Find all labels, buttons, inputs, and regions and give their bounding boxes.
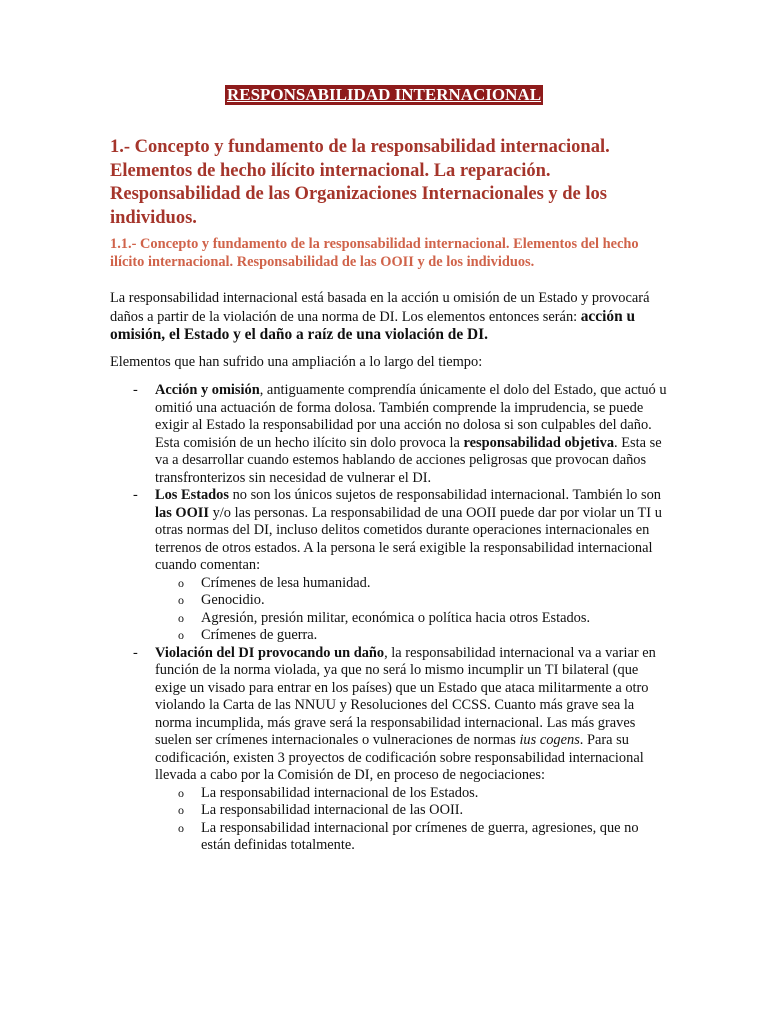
sublist-item xyxy=(155,575,670,593)
item-italic: ius cogens xyxy=(519,732,580,748)
item-bold: Los Estados xyxy=(155,487,229,503)
section-heading: 1.- Concepto y fundamento de la responsabilidad internacional. Elementos de hecho ilícito internacional. La reparación. Responsabilidad de las Organizaciones Internacionales y de los individuos. xyxy=(110,137,610,228)
elements-intro: Elementos que han sufrido una ampliación a lo largo del tiempo: xyxy=(110,354,483,370)
circle-bullet: o xyxy=(178,803,184,817)
document-title-text: RESPONSABILIDAD INTERNACIONAL xyxy=(226,85,542,104)
sublist-item xyxy=(155,627,670,645)
sublist-item xyxy=(155,820,670,855)
sublist-text: La responsabilidad internacional de los Estados. xyxy=(201,784,479,801)
dash-bullet: - xyxy=(133,382,138,398)
item-text: y/o las personas. La responsabilidad de una OOII puede dar por violar un TI u otras normas del DI, incluso delitos cometidos durante operaciones internacionales en terrenos de otros estados. A la persona le será exigible la responsabilidad internacional cuando comentan: xyxy=(155,504,662,573)
sublist-text: Crímenes de lesa humanidad. xyxy=(201,574,371,591)
circle-bullet: o xyxy=(178,820,184,835)
sublist xyxy=(155,785,670,855)
intro-paragraph xyxy=(110,290,670,345)
document-title xyxy=(0,85,768,105)
item-text: , la responsabilidad internacional va a variar en función de la norma violada, ya que no será lo mismo incumplir un TI bilateral (que exige un visado para entrar en los países) que un Estado que ataca militarmente a otro violando la Carta de las NNUU y Resoluciones del CCSS. Cuanto más grave sea la norma incumplida, más grave será la responsabilidad internacional. Las más graves suelen ser crímenes internacionales o vulneraciones de normas xyxy=(155,644,656,748)
item-text: no son los únicos sujetos de responsabilidad internacional. También lo son xyxy=(228,487,661,503)
circle-bullet: o xyxy=(178,785,184,800)
circle-bullet: o xyxy=(178,593,184,607)
intro-text: La responsabilidad internacional está basada en la acción u omisión de un Estado y provocará daños a partir de la violación de una norma de DI. Los elementos entonces serán: xyxy=(110,290,650,325)
circle-bullet: o xyxy=(178,628,184,642)
dash-bullet: - xyxy=(133,487,138,503)
subsection-heading: 1.1.- Concepto y fundamento de la responsabilidad internacional. Elementos del hecho ilícito internacional. Responsabilidad de las OOII y de los individuos. xyxy=(110,236,639,270)
item-bold: Acción y omisión xyxy=(155,382,260,398)
item-text: , antiguamente comprendía únicamente el dolo del Estado, que actuó u omitió una actuación de forma dolosa. También comprende la imprudencia, se puede exigir al Estado la responsabilidad por una acción no dolosa si son culpables del daño. Esta comisión de un hecho ilícito sin dolo provoca la xyxy=(155,382,667,451)
item-bold: responsabilidad objetiva xyxy=(463,434,615,451)
circle-bullet: o xyxy=(178,610,184,625)
circle-bullet: o xyxy=(178,575,184,590)
intro-bold: acción u omisión, el Estado y el daño a raíz de una violación de DI. xyxy=(110,307,636,343)
sublist-item xyxy=(155,592,670,610)
sublist-text: Crímenes de guerra. xyxy=(201,627,318,643)
list-item xyxy=(110,487,670,645)
sublist-item xyxy=(155,610,670,628)
sublist-item xyxy=(155,785,670,803)
dash-bullet: - xyxy=(133,644,138,661)
list-item xyxy=(110,382,670,487)
list-item xyxy=(110,645,670,855)
sublist-text: La responsabilidad internacional por crímenes de guerra, agresiones, que no están definidas totalmente. xyxy=(201,819,639,853)
item-bold: Violación del DI provocando un daño xyxy=(155,644,385,661)
sublist-text: Genocidio. xyxy=(201,592,265,608)
item-text: . Esta se va a desarrollar cuando estemos hablando de acciones peligrosas que provocan daños transfronterizos sin necesidad de vulnerar el DI. xyxy=(155,434,662,486)
sublist-text: Agresión, presión militar, económica o política hacia otros Estados. xyxy=(201,609,591,626)
item-text: . Para su codificación, existen 3 proyectos de codificación sobre responsabilidad internacional llevada a cabo por la Comisión de DI, en proceso de negociaciones: xyxy=(155,732,644,783)
sublist xyxy=(155,575,670,645)
elements-list xyxy=(110,382,670,855)
item-bold: las OOII xyxy=(155,504,209,521)
sublist-text: La responsabilidad internacional de las OOII. xyxy=(201,802,464,818)
sublist-item xyxy=(155,802,670,820)
